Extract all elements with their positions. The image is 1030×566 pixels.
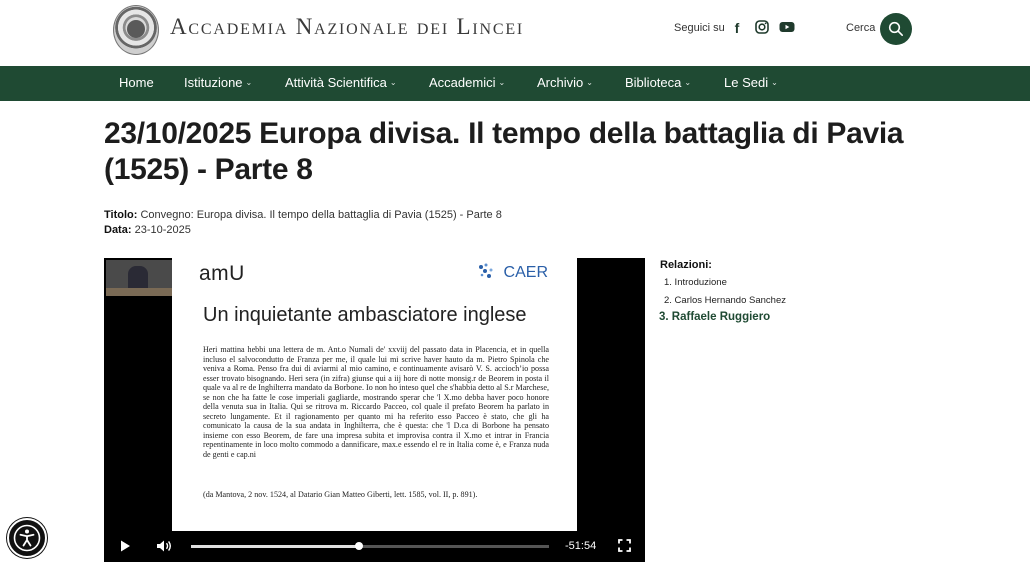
slide-heading: Un inquietante ambasciatore inglese xyxy=(203,304,527,326)
relazione-item-introduzione[interactable]: 1. Introduzione xyxy=(664,277,727,288)
title-label: Titolo: xyxy=(104,209,138,221)
video-progress-bar[interactable] xyxy=(191,545,549,548)
main-navigation xyxy=(0,66,1030,101)
youtube-icon[interactable] xyxy=(779,20,795,36)
video-progress-fill xyxy=(191,545,359,548)
search-button[interactable] xyxy=(880,13,912,45)
speaker-desk xyxy=(106,288,172,296)
date-label: Data: xyxy=(104,224,132,236)
chevron-down-icon: ⌄ xyxy=(771,78,778,87)
meta-title-line xyxy=(104,209,502,221)
nav-item-accademici[interactable]: Accademici ⌄ xyxy=(429,75,506,90)
chevron-down-icon: ⌄ xyxy=(245,78,253,87)
chevron-down-icon: ⌄ xyxy=(586,78,593,87)
nav-item-home[interactable]: Home xyxy=(119,75,154,90)
play-icon[interactable] xyxy=(118,539,132,553)
instagram-icon[interactable] xyxy=(754,20,770,36)
chevron-down-icon: ⌄ xyxy=(498,78,506,87)
accessibility-button[interactable] xyxy=(7,518,47,558)
site-header xyxy=(0,0,1030,66)
nav-item-le-sedi[interactable]: Le Sedi ⌄ xyxy=(724,75,778,90)
relazione-item-ruggiero[interactable]: 3. Raffaele Ruggiero xyxy=(659,311,771,323)
slide-citation: (da Mantova, 2 nov. 1524, al Datario Gian Matteo Giberti, lett. 1585, vol. II, p. 891). xyxy=(203,490,478,499)
slide-body-text: Heri mattina hebbi una lettera de m. Ant.o Numali de' xxviij del passato data in Placencia, et in quella incluso el salvocondutto de Franza per me, il quale lui mi scrive haver hauto da m. Pietro Spinola che veniva a Roma. Penso fra dui di aviarmi al mio camino, e continuamente avisarò V. S. acciochʼio possa esser trovato bisognando. Heri sera (in zifra) giunse qui a iij hore di notte monsig.r de Beorem in posta il quale va al re de Inghilterra mandato da Borbone. Io non ho inteso quel che s'habbia detto al S.r Marchese, se non che ha fatte le cose imperiali gagliarde, mostrando sperar che 'l X.mo debba haver poco honore della venuta sua in Italia. Qui se ritrova m. Riccardo Pacceo, col quale il prefato Beorem ha parlato in secreto lungamente. Et il ragionamento per quanto mi ha referito esso Pacceo è stato, che gli ha comunicato la causa de la sua andata in Inghilterra, che è questa: che 'l D.ca di Borbone ha pensato insieme con esso Beorem, de fare una impresa subita et improvisa contra il X.mo et intrar in Francia repentinamente in loco molto commodo a dannificare, max.e essendo el re in Italia come è, e Franza nuda de genti e cap.ni xyxy=(203,345,549,459)
academy-emblem-logo[interactable] xyxy=(113,5,159,55)
caer-logo-icon xyxy=(477,262,497,282)
time-remaining: -51:54 xyxy=(565,540,597,552)
accessibility-icon xyxy=(13,524,41,552)
nav-item-istituzione[interactable]: Istituzione ⌄ xyxy=(184,75,253,90)
nav-item-attivita-scientifica[interactable]: Attività Scientifica ⌄ xyxy=(285,75,397,90)
site-brand-name[interactable]: Accademia Nazionale dei Lincei xyxy=(170,14,525,39)
chevron-down-icon: ⌄ xyxy=(684,78,692,87)
title-value: Convegno: Europa divisa. Il tempo della battaglia di Pavia (1525) - Parte 8 xyxy=(140,209,502,221)
video-controls xyxy=(104,531,645,562)
amu-logo: amU xyxy=(199,262,245,285)
date-value: 23-10-2025 xyxy=(134,224,191,236)
relazioni-heading: Relazioni: xyxy=(660,259,712,271)
search-label[interactable]: Cerca xyxy=(846,22,876,34)
page-title: 23/10/2025 Europa divisa. Il tempo della battaglia di Pavia (1525) - Parte 8 xyxy=(104,117,904,186)
meta-date-line xyxy=(104,224,191,236)
facebook-icon[interactable]: f xyxy=(734,20,740,36)
video-player[interactable] xyxy=(104,258,645,562)
chevron-down-icon: ⌄ xyxy=(389,78,397,87)
follow-us-label: Seguici su xyxy=(674,22,725,34)
fullscreen-icon[interactable] xyxy=(618,539,631,552)
video-progress-handle[interactable] xyxy=(355,542,363,550)
speaker-camera-inset xyxy=(106,260,172,296)
nav-item-archivio[interactable]: Archivio ⌄ xyxy=(537,75,593,90)
volume-icon[interactable] xyxy=(156,539,174,553)
relazione-item-sanchez[interactable]: 2. Carlos Hernando Sanchez xyxy=(664,295,786,306)
presentation-slide xyxy=(172,258,577,531)
nav-item-biblioteca[interactable]: Biblioteca ⌄ xyxy=(625,75,692,90)
search-icon xyxy=(888,21,904,37)
caer-logo: CAER xyxy=(503,264,548,281)
